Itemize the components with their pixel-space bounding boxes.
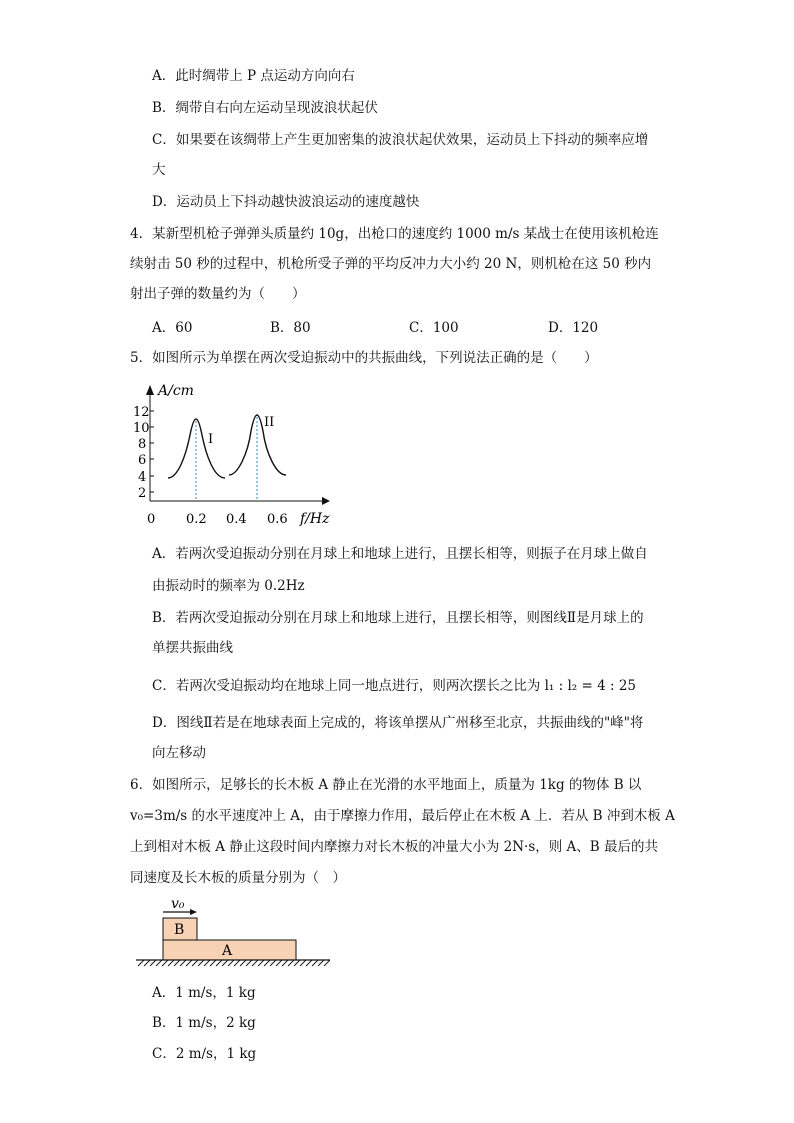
curve-label-2: II <box>264 415 275 430</box>
q4-stem-line3: 射出子弹的数量约为（ ） <box>130 286 306 302</box>
board-block-figure <box>130 892 340 972</box>
x-tick-0: 0 <box>147 512 156 527</box>
q5-option-c: C．若两次受迫振动均在地球上同一地点进行，则两次摆长之比为 l₁ : l₂ = 4 : 25 <box>152 678 637 694</box>
x-axis-arrow-icon <box>322 497 330 505</box>
q3-option-b: B．绸带自右向左运动呈现波浪状起伏 <box>152 100 378 116</box>
y-tick-12: 12 <box>133 405 150 420</box>
q4-option-a: A．60 <box>152 320 193 336</box>
q4-option-c: C．100 <box>409 320 459 336</box>
q4-option-d: D．120 <box>548 320 599 336</box>
q6-stem-line3: 上到相对木板 A 静止这段时间内摩擦力对长木板的冲量大小为 2N·s，则 A、B 最后的共 <box>130 839 658 855</box>
q5-option-b-line1: B．若两次受迫振动分别在月球上和地球上进行，且摆长相等，则图线Ⅱ是月球上的 <box>152 610 644 626</box>
y-tick-4: 4 <box>138 470 147 485</box>
block-b-label: B <box>174 922 185 938</box>
q4-options <box>152 316 672 336</box>
q4-stem-line2: 续射击 50 秒的过程中，机枪所受子弹的平均反冲力大小约 20 N，则机枪在这 50 秒内 <box>130 256 652 272</box>
q5-option-b-line2: 单摆共振曲线 <box>152 640 233 656</box>
y-tick-2: 2 <box>138 486 147 501</box>
q6-stem-line2: v₀=3m/s 的水平速度冲上 A，由于摩擦力作用，最后停止在木板 A 上．若从 B 冲到木板 A <box>130 808 675 824</box>
q4-stem-line1: 4．某新型机枪子弹弹头质量约 10g，出枪口的速度约 1000 m/s 某战士在使用该机枪连 <box>130 226 659 242</box>
y-axis-arrow-icon <box>146 385 154 395</box>
y-tick-8: 8 <box>138 437 147 452</box>
q3-option-c-line1: C．如果要在该绸带上产生更加密集的波浪状起伏效果，运动员上下抖动的频率应增 <box>152 132 649 148</box>
velocity-arrowhead-icon <box>190 909 197 915</box>
q3-option-d: D．运动员上下抖动越快波浪运动的速度越快 <box>152 194 420 210</box>
q3-option-a: A．此时绸带上 P 点运动方向向右 <box>152 68 355 84</box>
x-tick-0.2: 0.2 <box>186 512 207 527</box>
x-tick-0.6: 0.6 <box>267 512 288 527</box>
y-tick-10: 10 <box>133 421 150 436</box>
x-tick-0.4: 0.4 <box>226 512 247 527</box>
ground-hatching <box>138 960 330 966</box>
resonance-curve-figure <box>130 375 350 535</box>
q5-option-d-line2: 向左移动 <box>152 745 206 761</box>
q6-option-a: A．1 m/s，1 kg <box>152 985 256 1001</box>
q5-option-d-line1: D．图线Ⅱ若是在地球表面上完成的，将该单摆从广州移至北京，共振曲线的"峰"将 <box>152 715 644 731</box>
q5-stem: 5．如图所示为单摆在两次受迫振动中的共振曲线，下列说法正确的是（ ） <box>130 350 598 366</box>
q3-option-c-line2: 大 <box>152 162 166 178</box>
board-a-label: A <box>222 943 233 959</box>
q6-option-c: C．2 m/s，1 kg <box>152 1046 257 1062</box>
q5-option-a-line1: A．若两次受迫振动分别在月球上和地球上进行，且摆长相等，则振子在月球上做自 <box>152 546 648 562</box>
velocity-label: v₀ <box>171 896 185 912</box>
x-axis-label: f/Hz <box>300 511 330 527</box>
q6-stem-line1: 6．如图所示，足够长的长木板 A 静止在光滑的水平地面上，质量为 1kg 的物体 B 以 <box>130 777 642 793</box>
y-axis-label: A/cm <box>158 383 194 399</box>
y-tick-6: 6 <box>138 453 147 468</box>
q6-stem-line4: 同速度及长木板的质量分别为（ ） <box>130 870 346 886</box>
q6-option-b: B．1 m/s，2 kg <box>152 1015 256 1031</box>
q4-option-b: B．80 <box>270 320 311 336</box>
curve-label-1: I <box>208 432 214 447</box>
q5-option-a-line2: 由振动时的频率为 0.2Hz <box>152 578 305 594</box>
